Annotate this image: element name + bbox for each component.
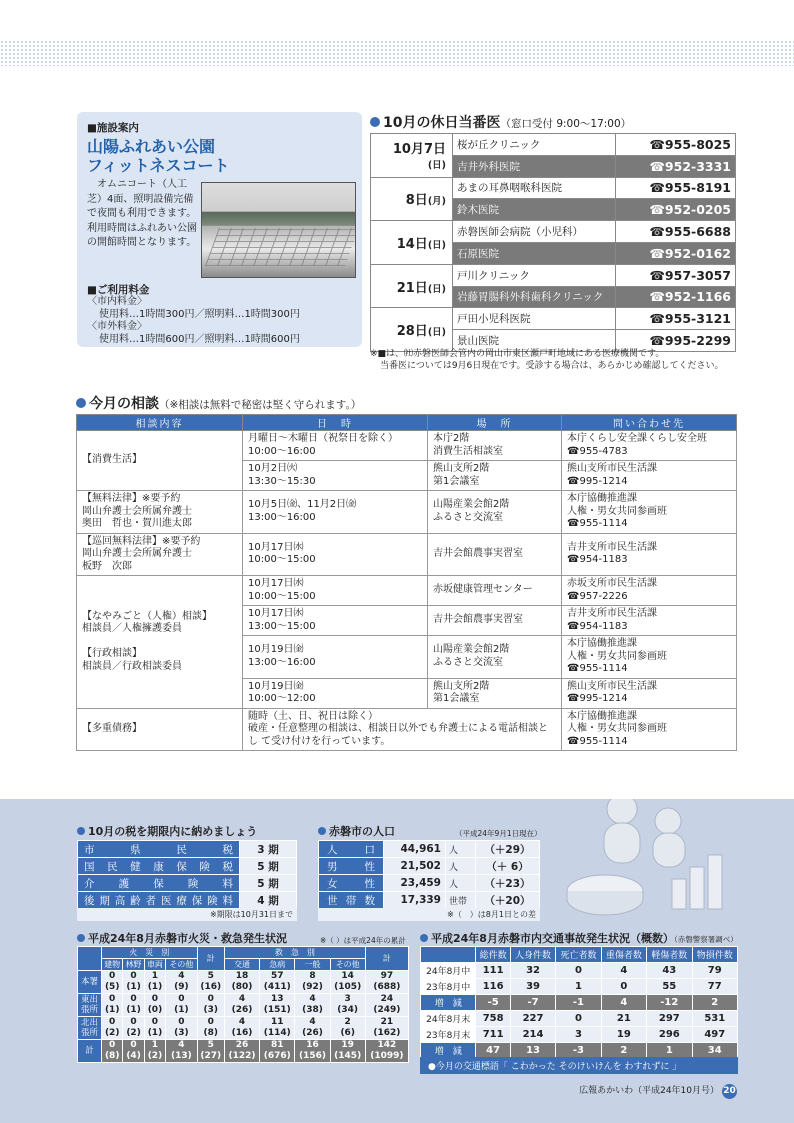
consult-place: 吉井会館農事実習室 (428, 606, 562, 636)
holiday-note: ※■は、㈳赤磐医師会管内の岡山市東区瀬戸町地域にある医療機関です。 当番医については9月6日現在です。受診する場合は、あらかじめ確認してください。 (370, 349, 724, 371)
stat-cell: 11 (114) (260, 1017, 295, 1040)
stat-cell: 0 (1) (123, 971, 144, 994)
column-header: 林野 (123, 959, 144, 971)
stat-cell: 4 (601, 963, 646, 979)
population-label: 男性 (319, 858, 384, 875)
population-change: （＋23） (476, 875, 540, 892)
clinic-name: 鈴木医院 (453, 199, 616, 221)
stat-cell: 19 (601, 1027, 646, 1043)
stat-cell: 1 (556, 979, 601, 995)
stat-cell: 19 (145) (330, 1040, 365, 1063)
column-header: 問い合わせ先 (562, 415, 737, 431)
stat-cell: 13 (510, 1043, 555, 1059)
consult-contact: 本庁くらし安全課くらし安全班 ☎955-4783 (562, 431, 737, 461)
clinic-name: 戸田小児科医院 (453, 308, 616, 330)
bullet-icon (370, 117, 380, 127)
stat-cell: 32 (510, 963, 555, 979)
facility-title-line2: フィットネスコート (87, 156, 230, 175)
consult-place: 山陽産業会館2階 ふるさと交流室 (428, 636, 562, 679)
column-header: 日 時 (243, 415, 428, 431)
table-header (78, 947, 409, 959)
fire-ems-title: 平成24年8月赤磐市火災・救急発生状況 (77, 930, 287, 946)
stat-cell: 4 (9) (166, 971, 197, 994)
stat-cell: 214 (510, 1027, 555, 1043)
page-footer: 広報あかいわ（平成24年10月号） 20 (579, 1083, 737, 1099)
table-row (78, 994, 409, 1017)
consult-datetime: 10月17日㈬ 10:00～15:00 (243, 533, 428, 576)
table-row (421, 995, 738, 1011)
stat-cell: 4 (13) (166, 1040, 197, 1063)
clinic-phone: ☎952-0162 (616, 242, 736, 264)
stat-cell: 711 (476, 1027, 510, 1043)
column-header: 建物 (102, 959, 123, 971)
table-header (421, 947, 738, 963)
table-row (77, 576, 737, 606)
stat-cell: 0 (2) (123, 1017, 144, 1040)
population-unit: 世帯 (446, 892, 476, 909)
bullet-icon (77, 827, 85, 835)
population-unit: 人 (446, 841, 476, 858)
stat-cell: 21 (601, 1011, 646, 1027)
consultation-table (76, 414, 737, 751)
stat-cell: 5 (27) (197, 1040, 224, 1063)
row-header: 24年8月中 (421, 963, 476, 979)
column-header: 軽傷者数 (647, 947, 692, 963)
stat-cell: 5 (16) (197, 971, 224, 994)
table-row (78, 841, 297, 858)
duty-date: 8日(月) (371, 177, 453, 221)
clinic-phone: ☎955-8191 (616, 177, 736, 199)
stat-cell: 4 (38) (295, 994, 330, 1017)
duty-date: 21日(日) (371, 264, 453, 308)
consult-datetime: 10月17日㈬ 10:00～15:00 (243, 576, 428, 606)
consult-place: 吉井会館農事実習室 (428, 533, 562, 576)
consult-contact: 本庁協働推進課 人権・男女共同参画班 ☎955-1114 (562, 708, 737, 751)
clinic-name: 吉井外科医院 (453, 155, 616, 177)
stat-cell: 4 (601, 995, 646, 1011)
population-change: （＋29） (476, 841, 540, 858)
table-row (371, 264, 736, 286)
table-row (77, 431, 737, 461)
consult-contact: 本庁協働推進課 人権・男女共同参画班 ☎955-1114 (562, 491, 737, 534)
tax-name: 介護保険料 (78, 875, 240, 892)
stat-cell: 26 (122) (224, 1040, 259, 1063)
stat-cell: -3 (556, 1043, 601, 1059)
consult-datetime: 10月19日㈮ 10:00～12:00 (243, 678, 428, 708)
fee-label: 〈市内料金〉 (87, 296, 147, 307)
population-value: 17,339 (384, 892, 446, 909)
stat-cell: 0 (4) (123, 1040, 144, 1063)
column-header: 人身件数 (510, 947, 555, 963)
consult-datetime: 10月2日㈫ 13:30～15:30 (243, 461, 428, 491)
stat-cell: 0 (1) (123, 994, 144, 1017)
stat-cell: 111 (476, 963, 510, 979)
stat-cell: 3 (556, 1027, 601, 1043)
consult-contact: 吉井支所市民生活課 ☎954-1183 (562, 533, 737, 576)
bullet-icon (420, 934, 428, 942)
stat-cell: 531 (692, 1011, 737, 1027)
table-row (371, 308, 736, 330)
row-header: 計 (78, 1040, 102, 1063)
column-header: 相談内容 (77, 415, 243, 431)
clinic-name: 景山医院 (453, 330, 616, 352)
population-table (318, 840, 540, 909)
table-row (421, 1027, 738, 1043)
tennis-court-photo (201, 182, 356, 278)
consult-datetime: 随時（土、日、祝日は除く） 破産・任意整理の相談は、相談日以外でも弁護士による電話相談とし て受け付けを行っています。 (243, 708, 562, 751)
clinic-name: 戸川クリニック (453, 264, 616, 286)
consult-datetime: 10月17日㈬ 13:00～15:00 (243, 606, 428, 636)
table-row (78, 1040, 409, 1063)
corner-cell (78, 947, 102, 971)
column-header: 重傷者数 (601, 947, 646, 963)
population-date: （平成24年9月1日現在） (455, 829, 542, 838)
clinic-phone: ☎952-1166 (616, 286, 736, 308)
stat-cell: 1 (647, 1043, 692, 1059)
population-value: 21,502 (384, 858, 446, 875)
stat-cell: 0 (5) (102, 971, 123, 994)
consult-place: 熊山支所2階 第1会議室 (428, 461, 562, 491)
consult-topic: 【多重債務】 (77, 708, 243, 751)
tax-period: 5 期 (240, 875, 297, 892)
stat-cell: 296 (647, 1027, 692, 1043)
column-header: 場 所 (428, 415, 562, 431)
population-unit: 人 (446, 875, 476, 892)
table-row (319, 892, 540, 909)
stat-cell: 24 (249) (365, 994, 408, 1017)
column-header: その他 (330, 959, 365, 971)
consult-contact: 吉井支所市民生活課 ☎954-1183 (562, 606, 737, 636)
column-header: 物損件数 (692, 947, 737, 963)
fee-detail: 使用料…1時間600円／照明料…1時間600円 (99, 333, 300, 345)
population-label: 世帯数 (319, 892, 384, 909)
population-label: 人口 (319, 841, 384, 858)
table-row (77, 491, 737, 534)
population-change: （＋20） (476, 892, 540, 909)
clinic-name: 赤磐医師会病院（小児科） (453, 221, 616, 243)
fee-list (87, 296, 300, 346)
stat-cell: 142 (1099) (365, 1040, 408, 1063)
stat-cell: 0 (8) (197, 1017, 224, 1040)
stat-cell: 497 (692, 1027, 737, 1043)
duty-date: 14日(日) (371, 221, 453, 265)
header-dot-stripe (0, 40, 794, 66)
stat-cell: 13 (151) (260, 994, 295, 1017)
stat-cell: 43 (647, 963, 692, 979)
stat-cell: 77 (692, 979, 737, 995)
table-row (78, 1017, 409, 1040)
stat-cell: -5 (476, 995, 510, 1011)
table-row (319, 875, 540, 892)
stat-cell: 16 (156) (295, 1040, 330, 1063)
consult-place: 熊山支所2階 第1会議室 (428, 678, 562, 708)
table-header (78, 959, 409, 971)
clinic-phone: ☎955-3121 (616, 308, 736, 330)
stat-cell: 2 (6) (330, 1017, 365, 1040)
table-row (371, 177, 736, 199)
stat-cell: -1 (556, 995, 601, 1011)
stat-cell: 34 (692, 1043, 737, 1059)
stat-cell: 4 (26) (295, 1017, 330, 1040)
consult-place: 赤坂健康管理センター (428, 576, 562, 606)
stat-cell: 81 (676) (260, 1040, 295, 1063)
column-header: その他 (166, 959, 197, 971)
consult-datetime: 月曜日～木曜日（祝祭日を除く） 10:00～16:00 (243, 431, 428, 461)
column-header: 車両 (144, 959, 165, 971)
column-header (421, 947, 476, 963)
table-row (371, 134, 736, 156)
clinic-name: 岩藤胃腸科外科歯科クリニック (453, 286, 616, 308)
stat-cell: 2 (692, 995, 737, 1011)
duty-date: 28日(日) (371, 308, 453, 352)
table-row (319, 858, 540, 875)
stat-cell: 4 (16) (224, 1017, 259, 1040)
facility-title (87, 137, 352, 175)
tax-period: 5 期 (240, 858, 297, 875)
bullet-icon (318, 827, 326, 835)
stat-cell: 1 (1) (144, 971, 165, 994)
stat-cell: 2 (601, 1043, 646, 1059)
traffic-table (420, 946, 738, 1059)
facility-description: オムニコート（人工芝）4面、照明設備完備で夜間も利用できます。利用時間はふれあい公園の開館時間となります。 (87, 179, 197, 248)
consult-topic: 【なやみごと（人権）相談】 相談員／人権擁護委員 【行政相談】 相談員／行政相談委員 (77, 576, 243, 709)
population-value: 44,961 (384, 841, 446, 858)
row-header: 北出張所 (78, 1017, 102, 1040)
stat-cell: 14 (105) (330, 971, 365, 994)
row-header: 23年8月末 (421, 1027, 476, 1043)
consultation-title: 今月の相談（※相談は無料で秘密は堅く守られます。） (76, 393, 361, 413)
stat-cell: 39 (510, 979, 555, 995)
clinic-phone: ☎952-3331 (616, 155, 736, 177)
row-header: 増 減 (421, 1043, 476, 1059)
stat-cell: 55 (647, 979, 692, 995)
consult-contact: 熊山支所市民生活課 ☎995-1214 (562, 678, 737, 708)
column-header: 死亡者数 (556, 947, 601, 963)
stat-cell: 18 (80) (224, 971, 259, 994)
row-header: 23年8月中 (421, 979, 476, 995)
table-row (421, 1011, 738, 1027)
tax-table (77, 840, 297, 909)
consult-topic: 【無料法律】※要予約 岡山弁護士会所属弁護士 奥田 哲也・賀川進太郎 (77, 491, 243, 534)
table-row (421, 979, 738, 995)
clinic-phone: ☎957-3057 (616, 264, 736, 286)
tax-note: ※期限は10月31日まで (77, 908, 297, 921)
holiday-doctors-table (370, 133, 736, 352)
consult-contact: 本庁協働推進課 人権・男女共同参画班 ☎955-1114 (562, 636, 737, 679)
holiday-doctors-title: 10月の休日当番医（窓口受付 9:00～17:00） (370, 112, 631, 132)
stat-cell: 0 (1) (102, 994, 123, 1017)
consult-topic: 【消費生活】 (77, 431, 243, 491)
stat-cell: 0 (2) (102, 1017, 123, 1040)
consult-contact: 熊山支所市民生活課 ☎995-1214 (562, 461, 737, 491)
stat-cell: 3 (34) (330, 994, 365, 1017)
stat-cell: 0 (0) (144, 994, 165, 1017)
stat-cell: 116 (476, 979, 510, 995)
tax-title: 10月の税を期限内に納めましょう (77, 823, 257, 839)
bullet-icon (76, 398, 86, 408)
fee-detail: 使用料…1時間300円／照明料…1時間300円 (99, 308, 300, 320)
tax-name: 市県民税 (78, 841, 240, 858)
population-unit: 人 (446, 858, 476, 875)
clinic-phone: ☎955-8025 (616, 134, 736, 156)
clinic-phone: ☎952-0205 (616, 199, 736, 221)
tax-name: 国民健康保険税 (78, 858, 240, 875)
group-header: 計 (197, 947, 224, 971)
column-header: 急病 (260, 959, 295, 971)
table-row (78, 971, 409, 994)
stat-cell: 8 (92) (295, 971, 330, 994)
table-row (78, 875, 297, 892)
row-header: 24年8月末 (421, 1011, 476, 1027)
stat-cell: 0 (1) (166, 994, 197, 1017)
stat-cell: 1 (2) (144, 1040, 165, 1063)
stat-cell: 79 (692, 963, 737, 979)
page-number: 20 (722, 1084, 737, 1099)
clinic-phone: ☎955-6688 (616, 221, 736, 243)
column-header: 交通 (224, 959, 259, 971)
column-header: 一般 (295, 959, 330, 971)
tax-period: 4 期 (240, 892, 297, 909)
stat-cell: 57 (411) (260, 971, 295, 994)
row-header: 東出張所 (78, 994, 102, 1017)
stat-cell: 227 (510, 1011, 555, 1027)
consult-contact: 赤坂支所市民生活課 ☎957-2226 (562, 576, 737, 606)
column-header: 総件数 (476, 947, 510, 963)
stat-cell: 21 (162) (365, 1017, 408, 1040)
stat-cell: -7 (510, 995, 555, 1011)
facility-heading: ■施設案内 (87, 122, 139, 134)
fee-label: 〈市外料金〉 (87, 321, 147, 332)
traffic-title: 平成24年8月赤磐市内交通事故発生状況（概数）（赤磐警察署調べ） (420, 930, 738, 946)
population-label: 女性 (319, 875, 384, 892)
stat-cell: 0 (1) (144, 1017, 165, 1040)
stat-cell: 0 (556, 1011, 601, 1027)
table-header (77, 415, 737, 431)
stat-cell: 4 (26) (224, 994, 259, 1017)
table-row (77, 533, 737, 576)
clinic-phone: ☎995-2299 (616, 330, 736, 352)
facility-title-line1: 山陽ふれあい公園 (87, 137, 216, 156)
tax-name: 後期高齢者医療保険料 (78, 892, 240, 909)
traffic-slogan: ●今月の交通標語「 こわかった そのけいけんを わすれずに 」 (420, 1057, 738, 1074)
stat-cell: 0 (601, 979, 646, 995)
population-value: 23,459 (384, 875, 446, 892)
population-title: 赤磐市の人口 (318, 823, 395, 839)
fee-heading: ■ご利用料金 (87, 284, 150, 296)
tax-period: 3 期 (240, 841, 297, 858)
stat-cell: 97 (688) (365, 971, 408, 994)
stat-cell: 0 (8) (102, 1040, 123, 1063)
table-row (77, 708, 737, 751)
population-change: （＋ 6） (476, 858, 540, 875)
fire-ems-note: ※（ ）は平成24年の累計 (320, 936, 406, 945)
clinic-name: 桜が丘クリニック (453, 134, 616, 156)
stat-cell: 758 (476, 1011, 510, 1027)
clinic-name: 石原医院 (453, 242, 616, 264)
table-row (78, 858, 297, 875)
consult-place: 本庁2階 消費生活相談室 (428, 431, 562, 461)
group-header: 計 (365, 947, 408, 971)
group-header: 救 急 別 (224, 947, 365, 959)
clinic-name: あまの耳鼻咽喉科医院 (453, 177, 616, 199)
fire-ems-table (77, 946, 409, 1063)
facility-box (77, 112, 362, 347)
consult-datetime: 10月19日㈮ 13:00～16:00 (243, 636, 428, 679)
stat-cell: 0 (3) (166, 1017, 197, 1040)
stat-cell: 47 (476, 1043, 510, 1059)
population-note: ※（ ）は8月1日との差 (318, 908, 540, 921)
stat-cell: 297 (647, 1011, 692, 1027)
table-row (78, 892, 297, 909)
duty-date: 10月7日(日) (371, 134, 453, 178)
row-header: 増 減 (421, 995, 476, 1011)
stat-cell: -12 (647, 995, 692, 1011)
table-row (421, 963, 738, 979)
bullet-icon (77, 934, 85, 942)
stat-cell: 0 (556, 963, 601, 979)
consult-place: 山陽産業会館2階 ふるさと交流室 (428, 491, 562, 534)
table-row (371, 221, 736, 243)
stat-cell: 0 (3) (197, 994, 224, 1017)
consult-topic: 【巡回無料法律】※要予約 岡山弁護士会所属弁護士 板野 次郎 (77, 533, 243, 576)
consult-datetime: 10月5日㈮、11月2日㈮ 13:00～16:00 (243, 491, 428, 534)
group-header: 火 災 別 (102, 947, 198, 959)
row-header: 本署 (78, 971, 102, 994)
table-row (319, 841, 540, 858)
